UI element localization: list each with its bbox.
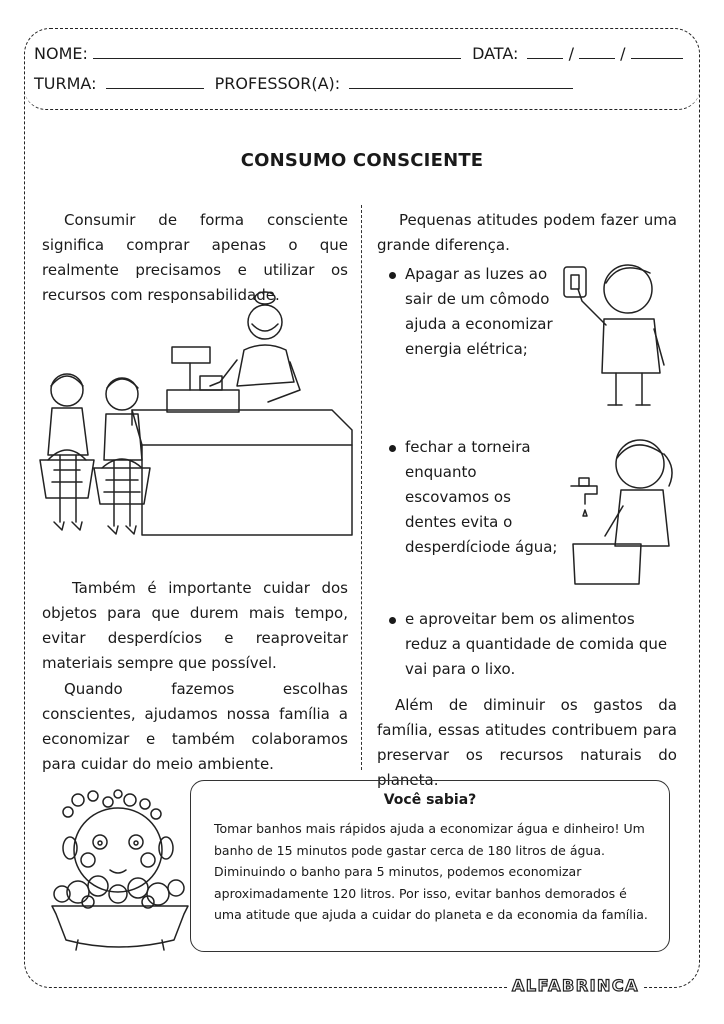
left-paragraph-2	[42, 576, 348, 676]
supermarket-checkout-illustration	[32, 290, 357, 548]
bathing-child-illustration	[48, 790, 198, 960]
bullet-dot	[389, 617, 396, 624]
light-switch-boy-illustration	[560, 255, 675, 415]
info-box-title: Você sabia?	[383, 792, 477, 808]
left-paragraph-2-text: Também é importante cuidar dos objetos para que durem mais tempo, evitar desperdícios e reaproveitar materiais sempre que possível.	[42, 579, 348, 672]
column-divider	[361, 205, 362, 770]
left-paragraph-3-text: Quando fazemos escolhas conscientes, ajudamos nossa família a economizar e também colaboramos para cuidar do meio ambiente.	[42, 680, 348, 773]
nome-field[interactable]	[93, 43, 461, 59]
bullet-item-2-text: fechar a torneira enquanto escovamos os dentes evita o desperdíciode água;	[405, 438, 558, 556]
brand-logo: ALFABRINCA	[508, 976, 643, 995]
right-intro-text: Pequenas atitudes podem fazer uma grande diferença.	[377, 211, 677, 254]
data-label: DATA:	[472, 44, 519, 63]
header-row-2	[34, 73, 573, 93]
page-title: CONSUMO CONSCIENTE	[240, 150, 484, 171]
header-box	[24, 28, 700, 110]
bullet-item-1-text: Apagar as luzes ao sair de um cômodo ajuda a economizar energia elétrica;	[405, 265, 553, 358]
professor-label: PROFESSOR(A):	[214, 74, 341, 93]
bullet-item-3-text: e aproveitar bem os alimentos reduz a quantidade de comida que vai para o lixo.	[405, 610, 668, 678]
professor-field[interactable]	[349, 73, 573, 89]
date-day-field[interactable]	[527, 43, 563, 59]
left-paragraph-1-text: Consumir de forma consciente significa comprar apenas o que realmente precisamos e utilizar os recursos com responsabilidade.	[42, 211, 348, 304]
date-separator-1: /	[568, 44, 574, 63]
header-row-1	[34, 43, 683, 63]
bullet-dot	[389, 272, 396, 279]
left-paragraph-3	[42, 677, 348, 777]
faucet-girl-illustration	[565, 428, 680, 586]
turma-field[interactable]	[106, 73, 204, 89]
date-separator-2: /	[620, 44, 626, 63]
bullet-dot	[389, 445, 396, 452]
turma-label: TURMA:	[34, 74, 97, 93]
nome-label: NOME:	[34, 44, 88, 63]
bullet-item-2	[405, 435, 565, 560]
right-intro	[377, 208, 677, 258]
date-month-field[interactable]	[579, 43, 615, 59]
bullet-item-3	[405, 607, 677, 682]
right-closing-text: Além de diminuir os gastos da família, essas atitudes contribuem para preservar os recursos naturais do planeta.	[377, 696, 677, 789]
bullet-item-1	[405, 262, 565, 362]
date-year-field[interactable]	[631, 43, 683, 59]
info-box-text: Tomar banhos mais rápidos ajuda a economizar água e dinheiro! Um banho de 15 minutos pode gastar cerca de 180 litros de água. Diminuindo o banho para 5 minutos, podemos economizar aproximadamente 120 litros. Por isso, evitar banhos demorados é uma atitude que ajuda a cuidar do planeta e da economia da família.	[214, 821, 648, 922]
right-closing	[377, 693, 677, 793]
